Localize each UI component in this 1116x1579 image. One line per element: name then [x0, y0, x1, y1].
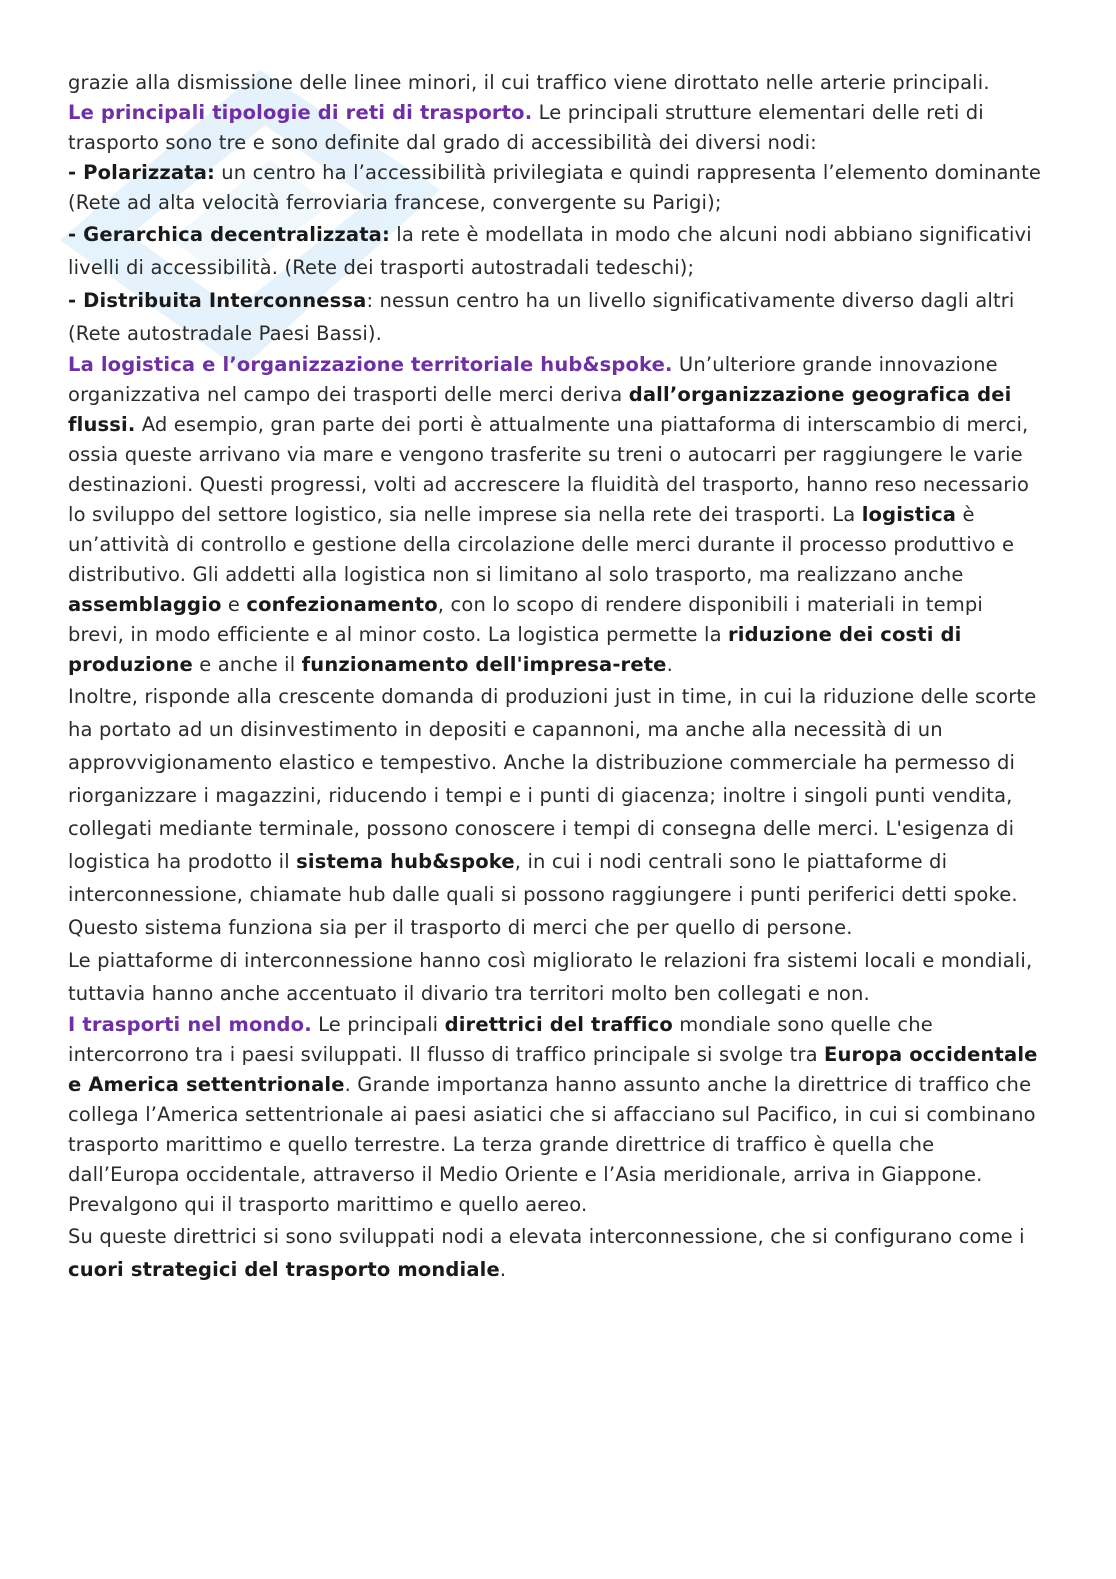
section-reti: Le principali tipologie di reti di trasporto. Le principali strutture elementari delle reti di trasporto sono tre e sono definite dal grado di accessibilità dei diversi nodi:: [68, 101, 984, 154]
paragraph-final: Su queste direttrici si sono sviluppati nodi a elevata interconnessione, che si configurano come i cuori strategici del trasporto mondiale.: [68, 1225, 1025, 1281]
section-logistica: La logistica e l’organizzazione territoriale hub&spoke. Un’ulteriore grande innovazione organizzativa nel campo dei trasporti delle merci deriva dall’organizzazione geografica dei flussi. Ad esempio, gran parte dei porti è attualmente una piattaforma di interscambio di merci, ossia queste arrivano via mare e vengono trasferite su treni o autocarri per raggiungere le varie destinazioni. Questi progressi, volti ad accrescere la fluidità del trasporto, hanno reso necessario lo sviluppo del settore logistico, sia nelle imprese sia nella rete dei trasporti. La logistica è un’attività di controllo e gestione della circolazione delle merci durante il processo produttivo e distributivo. Gli addetti alla logistica non si limitano al solo trasporto, ma realizzano anche assemblaggio e confezionamento, con lo scopo di rendere disponibili i materiali in tempi brevi, in modo efficiente e al minor costo. La logistica permette la riduzione dei costi di produzione e anche il funzionamento dell'impresa-rete.: [68, 353, 1030, 676]
section-heading: Le principali tipologie di reti di trasporto.: [68, 101, 533, 124]
list-item-gerarchica: - Gerarchica decentralizzata: la rete è modellata in modo che alcuni nodi abbiano significativi livelli di accessibilità. (Rete dei trasporti autostradali tedeschi);: [68, 223, 1032, 279]
list-item-polarizzata: - Polarizzata: un centro ha l’accessibilità privilegiata e quindi rappresenta l’elemento dominante (Rete ad alta velocità ferroviaria francese, convergente su Parigi);: [68, 161, 1042, 214]
paragraph-piattaforme: Le piattaforme di interconnessione hanno così migliorato le relazioni fra sistemi locali e mondiali, tuttavia hanno anche accentuato il divario tra territori molto ben collegati e non.: [68, 949, 1033, 1005]
list-item-distribuita: - Distribuita Interconnessa: nessun centro ha un livello significativamente diverso dagli altri (Rete autostradale Paesi Bassi).: [68, 289, 1015, 345]
paragraph-inoltre: Inoltre, risponde alla crescente domanda di produzioni just in time, in cui la riduzione delle scorte ha portato ad un disinvestimento in depositi e capannoni, ma anche alla necessità di un approvvigionamento elastico e tempestivo. Anche la distribuzione commerciale ha permesso di riorganizzare i magazzini, riducendo i tempi e i punti di giacenza; inoltre i singoli punti vendita, collegati mediante terminale, possono conoscere i tempi di consegna delle merci. L'esigenza di logistica ha prodotto il sistema hub&spoke, in cui i nodi centrali sono le piattaforme di interconnessione, chiamate hub dalle quali si possono raggiungere i punti periferici detti spoke. Questo sistema funziona sia per il trasporto di merci che per quello di persone.: [68, 685, 1037, 939]
section-heading: I trasporti nel mondo.: [68, 1013, 312, 1036]
document-body: [68, 68, 1043, 1286]
section-mondo: I trasporti nel mondo. Le principali direttrici del traffico mondiale sono quelle che intercorrono tra i paesi sviluppati. Il flusso di traffico principale si svolge tra Europa occidentale e America settentrionale. Grande importanza hanno assunto anche la direttrice di traffico che collega l’America settentrionale ai paesi asiatici che si affacciano sul Pacifico, in cui si combinano trasporto marittimo e quello terrestre. La terza grande direttrice di traffico è quella che dall’Europa occidentale, attraverso il Medio Oriente e l’Asia meridionale, arriva in Giappone. Prevalgono qui il trasporto marittimo e quello aereo.: [68, 1013, 1038, 1216]
paragraph-intro: grazie alla dismissione delle linee minori, il cui traffico viene dirottato nelle arterie principali.: [68, 71, 990, 94]
section-heading: La logistica e l’organizzazione territoriale hub&spoke.: [68, 353, 673, 376]
